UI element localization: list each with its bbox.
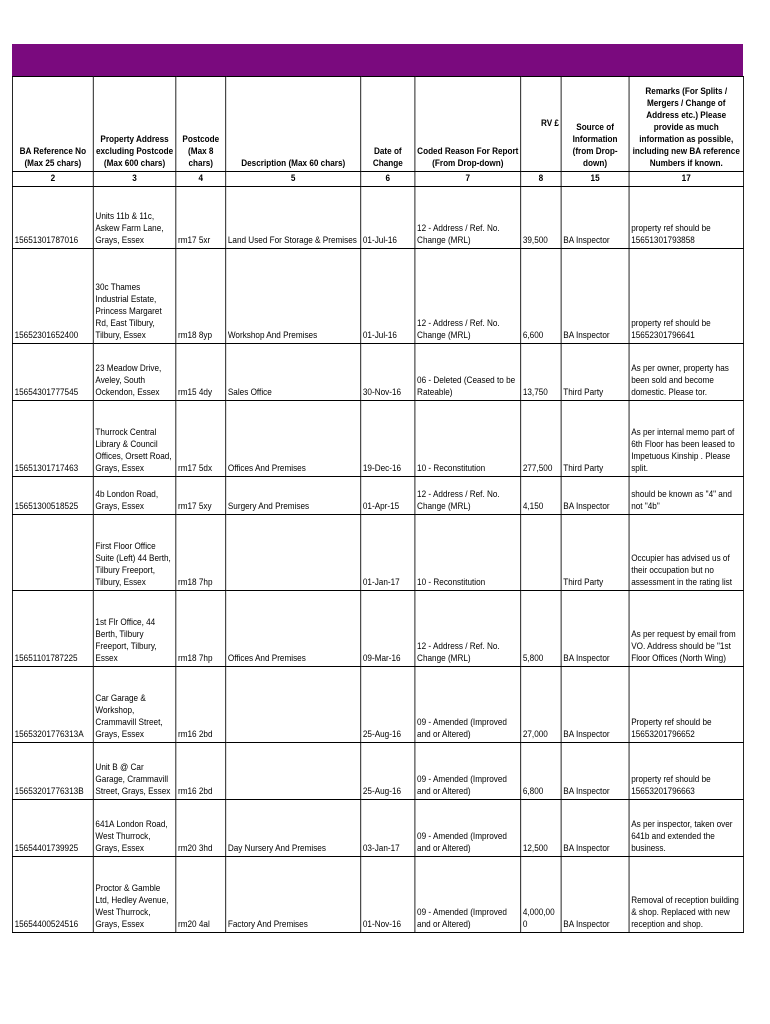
cell-reason: 09 - Amended (Improved and or Altered)	[415, 667, 521, 743]
cell-rv: 4,000,000	[521, 857, 561, 933]
column-number: 17	[629, 172, 743, 187]
table-row	[12, 857, 743, 933]
cell-date: 01-Jan-17	[361, 515, 415, 591]
cell-rv: 13,750	[521, 344, 561, 401]
cell-reason: 12 - Address / Ref. No. Change (MRL)	[415, 477, 521, 515]
cell-ba-reference: 15653201776313B	[12, 743, 93, 800]
table-row	[12, 667, 743, 743]
header-coded-reason: Coded Reason For Report (From Drop-down)	[415, 77, 521, 172]
cell-postcode: rm20 3hd	[176, 800, 226, 857]
cell-postcode: rm17 5dx	[176, 401, 226, 477]
column-number-row	[12, 172, 743, 187]
cell-address: Car Garage & Workshop, Crammavill Street, Grays, Essex	[93, 667, 176, 743]
cell-reason: 12 - Address / Ref. No. Change (MRL)	[415, 591, 521, 667]
cell-reason: 12 - Address / Ref. No. Change (MRL)	[415, 187, 521, 249]
table-row	[12, 800, 743, 857]
cell-description: Day Nursery And Premises	[226, 800, 361, 857]
cell-address: Proctor & Gamble Ltd, Hedley Avenue, West Thurrock, Grays, Essex	[93, 857, 176, 933]
cell-rv: 277,500	[521, 401, 561, 477]
column-number: 3	[93, 172, 176, 187]
table-row	[12, 591, 743, 667]
cell-address: 1st Flr Office, 44 Berth, Tilbury Freeport, Tilbury, Essex	[93, 591, 176, 667]
cell-date: 01-Jul-16	[361, 187, 415, 249]
cell-ba-reference: 15654400524516	[12, 857, 93, 933]
cell-postcode: rm18 7hp	[176, 515, 226, 591]
cell-source: BA Inspector	[561, 667, 629, 743]
cell-ba-reference: 15654301777545	[12, 344, 93, 401]
cell-remarks: property ref should be 15653201796663	[629, 743, 743, 800]
table-row	[12, 344, 743, 401]
column-number: 15	[561, 172, 629, 187]
cell-address: Thurrock Central Library & Council Offices, Orsett Road, Grays, Essex	[93, 401, 176, 477]
cell-address: 4b London Road, Grays, Essex	[93, 477, 176, 515]
cell-source: Third Party	[561, 344, 629, 401]
cell-ba-reference	[12, 515, 93, 591]
cell-ba-reference: 15652301652400	[12, 249, 93, 344]
cell-address: Units 11b & 11c, Askew Farm Lane, Grays, Essex	[93, 187, 176, 249]
cell-postcode: rm20 4al	[176, 857, 226, 933]
cell-postcode: rm18 7hp	[176, 591, 226, 667]
cell-source: BA Inspector	[561, 591, 629, 667]
column-number: 7	[415, 172, 521, 187]
column-number: 2	[12, 172, 93, 187]
cell-postcode: rm16 2bd	[176, 743, 226, 800]
cell-reason: 12 - Address / Ref. No. Change (MRL)	[415, 249, 521, 344]
cell-source: BA Inspector	[561, 857, 629, 933]
header-banner	[12, 44, 743, 76]
cell-rv: 27,000	[521, 667, 561, 743]
cell-date: 01-Jul-16	[361, 249, 415, 344]
table-row	[12, 743, 743, 800]
report-table	[12, 76, 744, 933]
cell-remarks: Property ref should be 15653201796652	[629, 667, 743, 743]
table-row	[12, 249, 743, 344]
cell-date: 19-Dec-16	[361, 401, 415, 477]
table-row	[12, 401, 743, 477]
cell-postcode: rm16 2bd	[176, 667, 226, 743]
header-property-address: Property Address excluding Postcode (Max 600 chars)	[93, 77, 176, 172]
header-row	[12, 77, 743, 172]
cell-remarks: Occupier has advised us of their occupation but no assessment in the rating list	[629, 515, 743, 591]
cell-address: First Floor Office Suite (Left) 44 Berth, Tilbury Freeport, Tilbury, Essex	[93, 515, 176, 591]
cell-address: 30c Thames Industrial Estate, Princess Margaret Rd, East Tilbury, Tilbury, Essex	[93, 249, 176, 344]
cell-description	[226, 667, 361, 743]
column-number: 5	[226, 172, 361, 187]
cell-description	[226, 515, 361, 591]
cell-description: Offices And Premises	[226, 591, 361, 667]
cell-postcode: rm18 8yp	[176, 249, 226, 344]
header-rv-label: RV £	[540, 118, 559, 129]
cell-date: 03-Jan-17	[361, 800, 415, 857]
cell-source: BA Inspector	[561, 187, 629, 249]
cell-description: Offices And Premises	[226, 401, 361, 477]
cell-description	[226, 743, 361, 800]
header-rv	[521, 77, 561, 172]
cell-ba-reference: 15654401739925	[12, 800, 93, 857]
cell-description: Sales Office	[226, 344, 361, 401]
cell-postcode: rm15 4dy	[176, 344, 226, 401]
cell-source: BA Inspector	[561, 800, 629, 857]
cell-rv: 6,800	[521, 743, 561, 800]
cell-description: Surgery And Premises	[226, 477, 361, 515]
cell-remarks: As per owner, property has been sold and become domestic. Please tor.	[629, 344, 743, 401]
cell-source: Third Party	[561, 515, 629, 591]
cell-source: BA Inspector	[561, 477, 629, 515]
cell-source: BA Inspector	[561, 249, 629, 344]
cell-address: 23 Meadow Drive, Aveley, South Ockendon, Essex	[93, 344, 176, 401]
cell-rv: 39,500	[521, 187, 561, 249]
table-row	[12, 187, 743, 249]
cell-reason: 10 - Reconstitution	[415, 515, 521, 591]
table-row	[12, 515, 743, 591]
cell-rv: 5,800	[521, 591, 561, 667]
cell-description: Land Used For Storage & Premises	[226, 187, 361, 249]
cell-description: Workshop And Premises	[226, 249, 361, 344]
header-date-of-change: Date of Change	[361, 77, 415, 172]
cell-ba-reference: 15651301787016	[12, 187, 93, 249]
cell-date: 01-Nov-16	[361, 857, 415, 933]
cell-date: 01-Apr-15	[361, 477, 415, 515]
cell-remarks: As per internal memo part of 6th Floor has been leased to Impetuous Kinship . Please split.	[629, 401, 743, 477]
column-number: 4	[176, 172, 226, 187]
cell-rv	[521, 515, 561, 591]
header-remarks: Remarks (For Splits / Mergers / Change of Address etc.) Please provide as much information as possible, including new BA reference Numbers if known.	[629, 77, 743, 172]
header-postcode: Postcode (Max 8 chars)	[176, 77, 226, 172]
cell-date: 30-Nov-16	[361, 344, 415, 401]
cell-date: 09-Mar-16	[361, 591, 415, 667]
cell-date: 25-Aug-16	[361, 743, 415, 800]
table-row	[12, 477, 743, 515]
cell-ba-reference: 15653201776313A	[12, 667, 93, 743]
header-ba-reference: BA Reference No (Max 25 chars)	[12, 77, 93, 172]
header-source: Source of Information (from Drop-down)	[561, 77, 629, 172]
cell-reason: 10 - Reconstitution	[415, 401, 521, 477]
cell-reason: 06 - Deleted (Ceased to be Rateable)	[415, 344, 521, 401]
cell-postcode: rm17 5xy	[176, 477, 226, 515]
column-number: 8	[521, 172, 561, 187]
cell-ba-reference: 15651101787225	[12, 591, 93, 667]
cell-reason: 09 - Amended (Improved and or Altered)	[415, 743, 521, 800]
cell-remarks: property ref should be 15651301793858	[629, 187, 743, 249]
cell-ba-reference: 15651301717463	[12, 401, 93, 477]
cell-remarks: As per inspector, taken over 641b and extended the business.	[629, 800, 743, 857]
cell-rv: 12,500	[521, 800, 561, 857]
cell-date: 25-Aug-16	[361, 667, 415, 743]
cell-remarks: property ref should be 15652301796641	[629, 249, 743, 344]
cell-remarks: should be known as "4" and not "4b"	[629, 477, 743, 515]
cell-postcode: rm17 5xr	[176, 187, 226, 249]
column-number: 6	[361, 172, 415, 187]
cell-remarks: Removal of reception building & shop. Replaced with new reception and shop.	[629, 857, 743, 933]
cell-source: Third Party	[561, 401, 629, 477]
cell-address: 641A London Road, West Thurrock, Grays, Essex	[93, 800, 176, 857]
cell-remarks: As per request by email from VO. Address should be "1st Floor Offices (North Wing)	[629, 591, 743, 667]
cell-rv: 6,600	[521, 249, 561, 344]
cell-reason: 09 - Amended (Improved and or Altered)	[415, 857, 521, 933]
cell-source: BA Inspector	[561, 743, 629, 800]
header-description: Description (Max 60 chars)	[226, 77, 361, 172]
cell-reason: 09 - Amended (Improved and or Altered)	[415, 800, 521, 857]
cell-rv: 4,150	[521, 477, 561, 515]
cell-description: Factory And Premises	[226, 857, 361, 933]
cell-ba-reference: 15651300518525	[12, 477, 93, 515]
cell-address: Unit B @ Car Garage, Crammavill Street, Grays, Essex	[93, 743, 176, 800]
